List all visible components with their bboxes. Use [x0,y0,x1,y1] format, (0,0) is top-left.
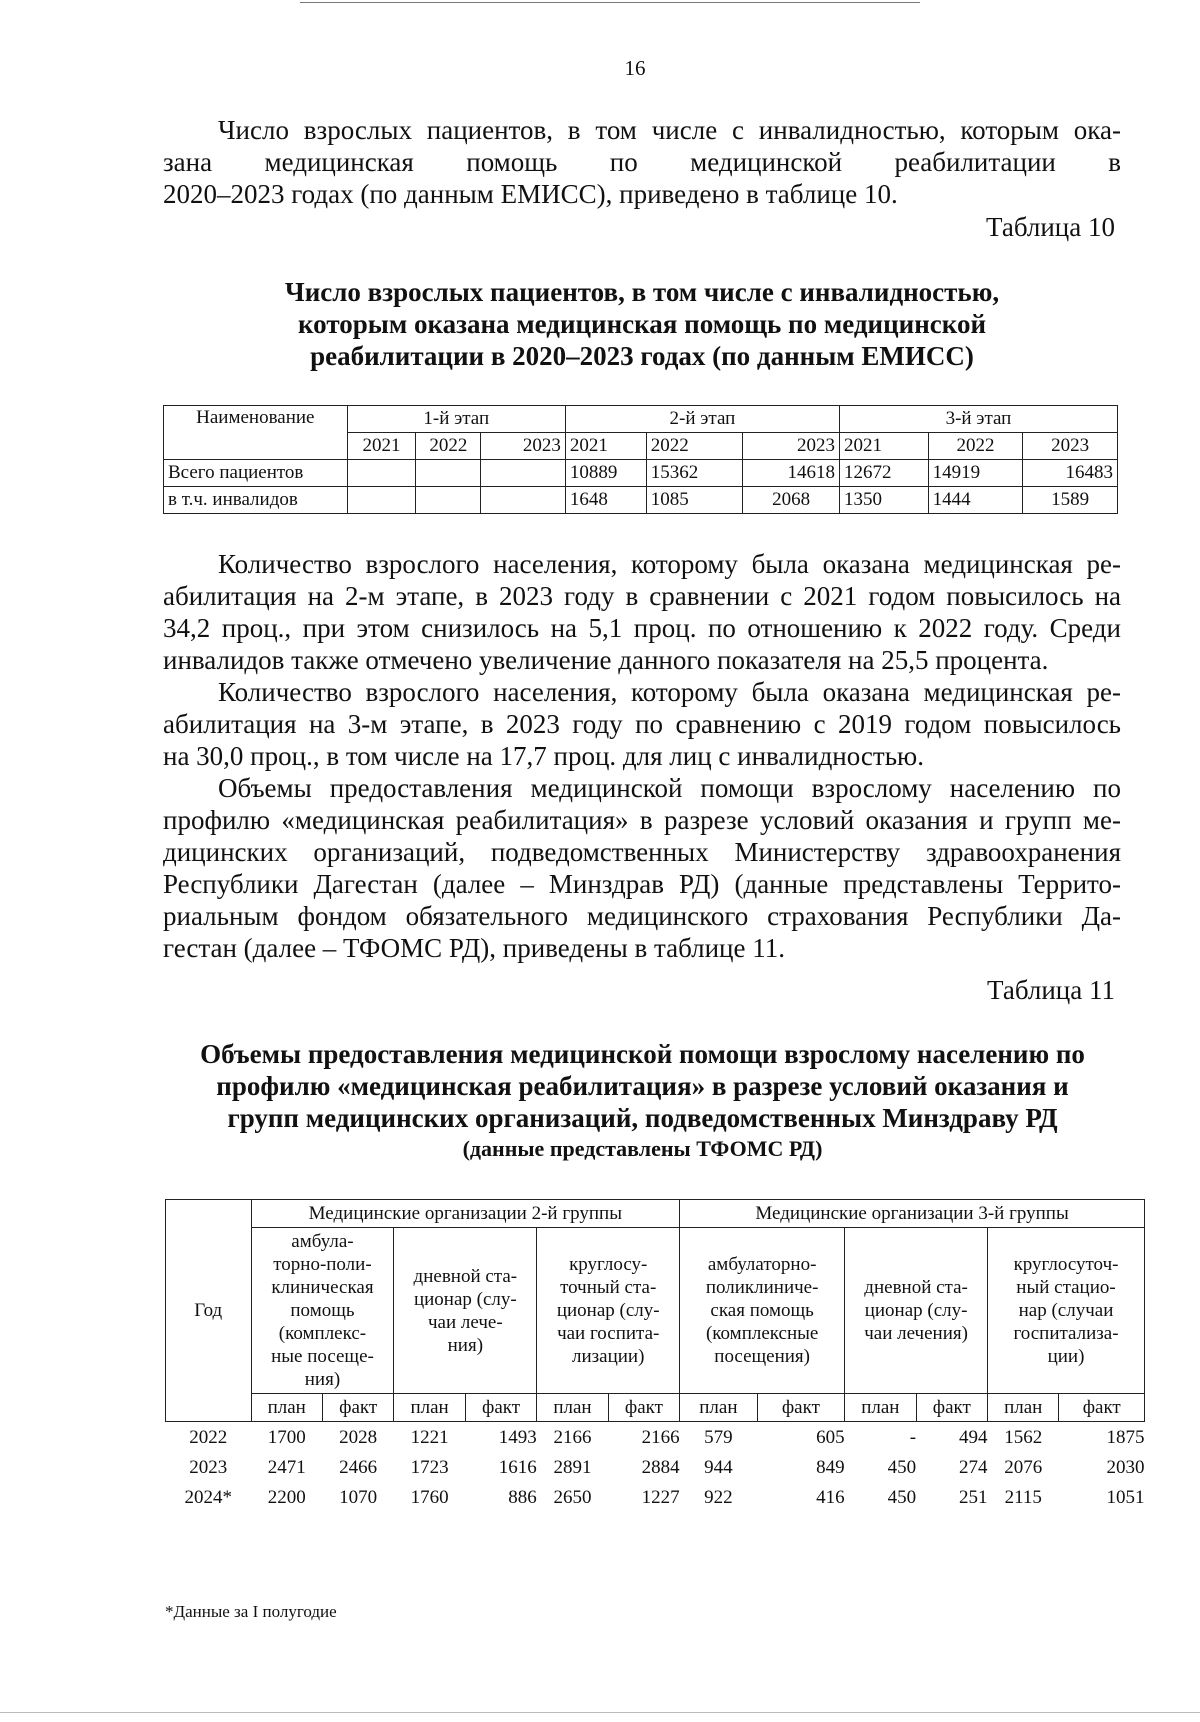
table10-year: 2022 [928,433,1023,460]
fact-header: факт [608,1394,679,1422]
body-line: Республики Дагестан (далее – Минздрав РД) (данные представлены Террито- [163,869,1121,899]
sub-line: чаи госпита- [557,1323,660,1344]
table11-cell: 2076 [1004,1456,1043,1478]
sub-line: ционар (слу- [413,1288,517,1310]
sub-line: ния) [304,1369,341,1390]
body-line: абилитация на 2-м этапе, в 2023 году в сравнении с 2021 годом повысилось на [163,581,1121,611]
table11-subtitle: (данные представлены ТФОМС РД) [462,1136,823,1161]
sub-line: посещения) [714,1346,810,1367]
plan-header: план [394,1394,465,1422]
sub-line: чаи лечения) [864,1323,968,1344]
table11-cell: 1070 [339,1486,378,1508]
table10-cell: 1085 [646,487,743,514]
body-line: 34,2 проц., при этом снизилось на 5,1 проц. по отношению к 2022 году. Среди [163,613,1121,643]
table10-cell [416,487,481,514]
table10-title-line-2: которым оказана медицинская помощь по медицинской [297,309,987,339]
intro-paragraph [163,114,1121,210]
table11-cell: 2650 [553,1486,592,1508]
table11-cell: 2200 [267,1486,306,1508]
table10-cell [416,460,481,487]
fact-header: факт [916,1394,987,1422]
sub-line: лизации) [571,1346,645,1367]
sub-line: ции) [1047,1346,1085,1367]
table11-cell: 1221 [410,1426,449,1448]
sub-line: (комплекс- [278,1323,367,1344]
table10-row-total [164,460,1118,487]
table10-cell: 12672 [839,460,928,487]
table11-cell: 1700 [267,1426,306,1448]
sub-line: клиническая [271,1277,374,1298]
table10-cell [481,460,566,487]
table11-group-row [166,1200,1145,1228]
table11-cell: 944 [704,1456,733,1478]
plan-header: план [251,1394,322,1422]
page-number: 16 [624,56,646,80]
table11-cell: 2115 [1004,1486,1042,1508]
table10-year: 2022 [416,433,481,460]
table11-cell: 579 [704,1426,733,1448]
table10-year: 2021 [565,433,646,460]
table11-cell: 2471 [267,1456,306,1478]
body-line: Количество взрослого населения, которому была оказана медицинская ре- [218,677,1121,707]
plan-header: план [537,1394,608,1422]
sub-line: круглосу- [569,1254,648,1275]
table11-cell: 450 [887,1486,917,1508]
table10-year: 2021 [839,433,928,460]
table11-cell: 1562 [1004,1426,1043,1448]
table11-label: Таблица 11 [987,975,1115,1005]
body-paragraph-2 [163,676,1121,772]
table11-title [150,1038,1135,1164]
table10-row-name: Всего пациентов [164,460,348,487]
table11-group-3: Медицинские организации 3-й группы [680,1200,1145,1228]
table10-cell: 14919 [928,460,1023,487]
table11-cell: 1493 [498,1426,537,1448]
sub-line: ская помощь [710,1300,814,1321]
table11-year: 2023 [189,1456,228,1478]
table11-cell: 2891 [553,1456,592,1478]
table10-name-header: Наименование [164,406,348,460]
sub-line: помощь [290,1300,355,1321]
table11-year: 2024* [184,1486,232,1508]
table11-subheader-row [166,1228,1145,1394]
table10-cell: 1589 [1023,487,1118,514]
sub-line: точный ста- [560,1277,657,1298]
sub-line: амбула- [291,1231,354,1252]
table10-cell: 1444 [928,487,1023,514]
table11-planfact-row [166,1394,1145,1422]
table10-title-line-1: Число взрослых пациентов, в том числе с инвалидностью, [284,277,1000,307]
table11-cell: 274 [959,1456,988,1478]
body-paragraph-1 [163,548,1121,676]
sub-line: ционар (слу- [864,1300,968,1321]
table10-cell: 1350 [839,487,928,514]
table10-cell: 15362 [646,460,743,487]
sub-line: ные посеще- [271,1346,374,1367]
plan-header: план [680,1394,757,1422]
table11-cell: - [909,1426,917,1448]
table10-row-disabled [164,487,1118,514]
table11-title-line-1: Объемы предоставления медицинской помощи взрослому населению по [200,1039,1085,1069]
table10-cell [347,460,416,487]
sub-line: дневной ста- [413,1265,518,1287]
table11-cell: 1875 [1106,1426,1145,1448]
body-line: Объемы предоставления медицинской помощи взрослому населению по [218,773,1121,803]
table11 [165,1199,1145,1512]
table11-title-line-2: профилю «медицинская реабилитация» в разрезе условий оказания и [216,1071,1069,1101]
table11-cell: 494 [959,1426,988,1448]
scan-edge-bottom [0,1712,1200,1713]
intro-line-1: Число взрослых пациентов, в том числе с инвалидностью, которым ока- [218,115,1121,145]
sub-line: чаи лече- [427,1311,503,1333]
table11-cell: 2028 [339,1426,378,1448]
table11-cell: 1760 [410,1486,449,1508]
table10-year: 2023 [481,433,566,460]
table10 [163,405,1118,514]
fact-header: факт [465,1394,536,1422]
body-line: инвалидов также отмечено увеличение данного показателя на 25,5 процента. [163,645,1049,675]
table11-sub-ambulatory-3 [680,1228,845,1394]
table11-group-2: Медицинские организации 2-й группы [251,1200,680,1228]
body-line: Количество взрослого населения, которому была оказана медицинская ре- [218,549,1121,579]
intro-line-2: зана медицинская помощь по медицинской реабилитации в [163,147,1121,177]
body-line: гестан (далее – ТФОМС РД), приведены в таблице 11. [163,933,785,963]
table10-cell: 14618 [743,460,840,487]
table11-row-2024 [166,1482,1145,1512]
body-paragraph-3 [163,772,1121,964]
table11-cell: 2884 [641,1456,680,1478]
body-text [163,548,1121,964]
table11-cell: 849 [816,1456,845,1478]
sub-line: круглосуточ- [1013,1254,1119,1275]
table11-cell: 450 [887,1456,917,1478]
table11-cell: 1227 [641,1486,680,1508]
table11-cell: 416 [816,1486,845,1508]
body-line: риальным фондом обязательного медицинского страхования Республики Да- [163,901,1121,931]
intro-line-3: 2020–2023 годах (по данным ЕМИСС), приведено в таблице 10. [163,179,898,209]
body-line: профилю «медицинская реабилитация» в разрезе условий оказания и групп ме- [163,805,1121,835]
table11-cell: 251 [959,1486,988,1508]
table11-year-header: Год [166,1200,252,1422]
body-line: дицинских организаций, подведомственных Министерству здравоохранения [163,837,1121,867]
table11-cell: 2166 [553,1426,592,1448]
sub-line: дневной ста- [864,1277,968,1298]
table11-sub-dayhospital-2 [394,1228,537,1394]
sub-line: амбулаторно- [707,1254,817,1275]
sub-line: ный стацио- [1016,1277,1116,1298]
table10-cell [347,487,416,514]
scan-edge-top [300,2,920,3]
plan-header: план [988,1394,1059,1422]
table11-title-line-3: групп медицинских организаций, подведомственных Минздраву РД [227,1103,1058,1133]
fact-header: факт [322,1394,393,1422]
table10-cell: 2068 [743,487,840,514]
fact-header: факт [757,1394,845,1422]
table11-footnote: *Данные за I полугодие [165,1602,337,1621]
table10-cell: 10889 [565,460,646,487]
plan-header: план [845,1394,916,1422]
table11-cell: 1616 [498,1456,537,1478]
table10-stage-2: 2-й этап [565,406,839,433]
table10-stage-1: 1-й этап [347,406,565,433]
table10-title [163,276,1121,372]
table11-cell: 1723 [410,1456,449,1478]
table10-year: 2023 [1023,433,1118,460]
body-line: абилитация на 3-м этапе, в 2023 году по сравнению с 2019 годом повысилось [163,709,1121,739]
table10-cell: 1648 [565,487,646,514]
table11-sub-roundclock-2 [537,1228,680,1394]
sub-line: (комплексные [705,1323,819,1344]
table11-sub-dayhospital-3 [845,1228,988,1394]
sub-line: торно-поли- [273,1254,372,1275]
table10-year: 2021 [347,433,416,460]
table11-row-2023 [166,1452,1145,1482]
table11-cell: 922 [704,1486,733,1508]
table10-year: 2023 [743,433,840,460]
sub-line: ния) [447,1334,484,1356]
table10-year: 2022 [646,433,743,460]
table10-stage-3: 3-й этап [839,406,1117,433]
fact-header: факт [1059,1394,1145,1422]
table11-cell: 2466 [339,1456,378,1478]
table11-cell: 1051 [1106,1486,1145,1508]
table11-cell: 2166 [641,1426,680,1448]
table10-cell [481,487,566,514]
sub-line: поликлиниче- [705,1277,819,1298]
sub-line: ционар (слу- [556,1300,660,1321]
table11-year: 2022 [189,1426,228,1448]
sub-line: госпитализа- [1013,1323,1119,1344]
table10-cell: 16483 [1023,460,1118,487]
table11-cell: 605 [816,1426,845,1448]
table11-sub-roundclock-3 [988,1228,1145,1394]
table10-header-row [164,406,1118,433]
table10-title-line-3: реабилитации в 2020–2023 годах (по данным ЕМИСС) [310,341,974,371]
table11-cell: 886 [508,1486,537,1508]
table10-row-name: в т.ч. инвалидов [164,487,348,514]
table11-cell: 2030 [1106,1456,1145,1478]
sub-line: нар (случаи [1018,1300,1114,1321]
table11-sub-ambulatory-2 [251,1228,394,1394]
body-line: на 30,0 проц., в том числе на 17,7 проц. для лиц с инвалидностью. [163,741,924,771]
table11-row-2022 [166,1422,1145,1453]
table10-label: Таблица 10 [986,212,1115,242]
